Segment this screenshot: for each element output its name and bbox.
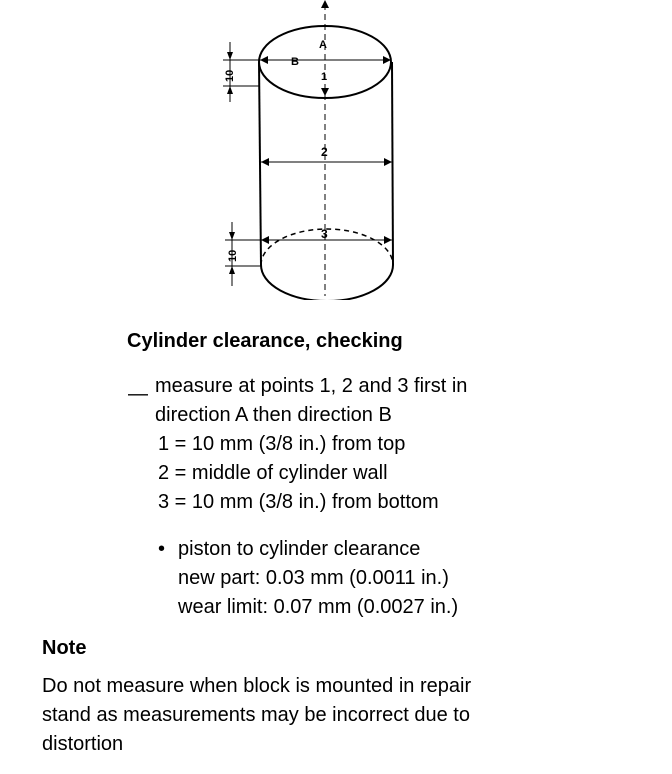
clearance-wear-limit: wear limit: 0.07 mm (0.0027 in.) [178,596,459,618]
axis-arrow-top [321,0,329,8]
dim-top-arrow-b [227,86,233,94]
cylinder-diagram [215,0,415,300]
axis-arrow-down [321,88,329,96]
note-line-1: Do not measure when block is mounted in repair [42,675,472,697]
bullet-icon: • [158,538,166,560]
figure-caption: Cylinder clearance, checking [127,330,403,352]
line2-arrow-right [384,158,392,166]
note-heading: Note [42,637,87,659]
bottom-ellipse-front [261,265,393,300]
instruction-line-1: measure at points 1, 2 and 3 first in [155,375,468,397]
dim-bottom-label: 10 [227,249,239,262]
clearance-title: piston to cylinder clearance [178,538,421,560]
line1-arrow-left [260,56,268,64]
dim-top-label: 10 [224,69,236,82]
dim-bottom-arrow-a [229,232,235,240]
label-point-1: 1 [321,71,328,83]
line3-arrow-right [384,236,392,244]
label-A: A [319,39,327,51]
list-dash: — [128,383,148,405]
cylinder-right-wall [392,62,393,265]
dim-top-arrow-a [227,52,233,60]
note-line-2: stand as measurements may be incorrect due to [42,704,470,726]
label-point-2: 2 [321,145,328,159]
line2-arrow-left [261,158,269,166]
note-line-3: distortion [42,733,124,755]
point-2-definition: 2 = middle of cylinder wall [158,462,388,484]
dim-bottom-arrow-b [229,266,235,274]
label-point-3: 3 [321,227,328,241]
clearance-new-part: new part: 0.03 mm (0.0011 in.) [178,567,449,589]
label-B: B [291,56,299,68]
point-1-definition: 1 = 10 mm (3/8 in.) from top [158,433,406,455]
point-3-definition: 3 = 10 mm (3/8 in.) from bottom [158,491,439,513]
line3-arrow-left [261,236,269,244]
instruction-line-2: direction A then direction B [155,404,392,426]
cylinder-left-wall [259,62,261,265]
